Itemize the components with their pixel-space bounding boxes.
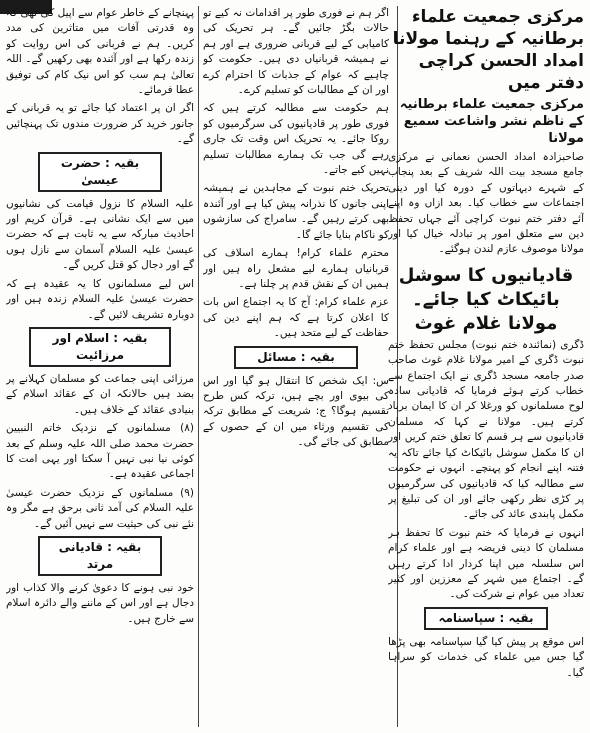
article-paragraph: ہم حکومت سے مطالبہ کرتے ہیں کہ فوری طور پر قادیانیوں کی سرگرمیوں کو روکا جائے۔ یہ تحریک اس وقت تک جاری رہے گی جب تک ہمارے مطالبات تسلیم نہیں کیے جاتے۔ bbox=[203, 102, 389, 177]
article-paragraph: انہوں نے فرمایا کہ ختم نبوت کا تحفظ ہر مسلمان کا دینی فریضہ ہے اور علماء کرام اس سلسلہ میں اپنا کردار ادا کرتے رہیں گے۔ اجتماع میں شہر کے معززین اور کثیر تعداد میں عوام نے شرکت کی۔ bbox=[388, 526, 584, 601]
article-paragraph: پہنچانے کے خاطر عوام سے اپیل کی تھی کہ وہ قدرتی آفات میں متاثرین کی مدد کریں۔ ہم نے قربانی کی اس روایت کو زندہ رکھا ہے اور آئندہ بھی رکھیں گے۔ اللہ تعالیٰ ہم سب کو اس نیک کام کی توفیق عطا فرمائے۔ bbox=[6, 7, 194, 97]
article-paragraph: صاحبزادہ امداد الحسن نعمانی نے مرکزی جامع مسجد بیت اللہ شریف کے بعد پنجاب کے شہرے دیہاتوں کے دورہ کیا اور دینی اجتماعات سے خطاب کیا۔ بعد ازاں وہ اپنے آئے دفتر ختم نبوت کراچی آئے جہاں تحفظ دین سے متعلق امور پر تبادلہ خیال کیا اور مولانا موصوف عازم لندن ہوگئے۔ bbox=[388, 151, 584, 256]
article-paragraph: س: ایک شخص کا انتقال ہو گیا اور اس کی بیوی اور بچے ہیں، ترکہ کس طرح تقسیم ہوگا؟ ج: شریعت کے مطابق ترکہ کی تقسیم ورثاء میں ان کے حصوں کے مطابق کی جائے گی۔ bbox=[203, 374, 389, 449]
continued-box-sipasnama: بقیہ : سپاسنامہ bbox=[424, 607, 548, 630]
middle-column bbox=[203, 6, 389, 729]
article-paragraph: (۹) مسلمانوں کے نزدیک حضرت عیسیٰ علیہ السلام کی آمد ثانی برحق ہے مگر وہ نئے نبی کی حیثیت سے نہیں آئیں گے۔ bbox=[6, 486, 194, 530]
continued-box-islam-mirzaiyat: بقیہ : اسلام اور مرزائیت bbox=[29, 327, 171, 367]
continued-box-qadiani-murtad: بقیہ : قادیانی مرتد bbox=[38, 536, 162, 576]
left-column bbox=[6, 6, 194, 729]
article-paragraph: اس لیے مسلمانوں کا یہ عقیدہ ہے کہ حضرت عیسیٰ علیہ السلام زندہ ہیں اور دوبارہ تشریف لائیں گے۔ bbox=[6, 277, 194, 321]
article-paragraph: تحریک ختم نبوت کے مجاہدین نے ہمیشہ اپنی جانوں کا نذرانہ پیش کیا ہے اور آئندہ بھی کرتے رہیں گے۔ سامراج کی سازشوں کو ناکام بنایا جائے گا۔ bbox=[203, 182, 389, 241]
headline-jamiat: مرکزی جمعیت علماء برطانیہ کے رہنما مولانا امداد الحسن کراچی دفتر میں bbox=[392, 7, 584, 93]
article-paragraph: اگر ان پر اعتماد کیا جائے تو یہ قربانی کے جانور خرید کر ضرورت مندوں تک پہنچائیں گے۔ bbox=[6, 102, 194, 146]
headline-social-boycott: قادیانیوں کا سوشل بائیکاٹ کیا جائے۔ مولانا غلام غوث bbox=[398, 264, 574, 334]
article-paragraph: خود نبی ہونے کا دعویٰ کرنے والا کذاب اور دجال ہے اور اس کے ماننے والے دائرہ اسلام سے خارج ہیں۔ bbox=[6, 581, 194, 625]
article-paragraph: ڈگری (نمائندہ ختم نبوت) مجلس تحفظ ختم نبوت ڈگری کے امیر مولانا غلام غوث صاحب صدر جامعہ مسجد ڈگری نے ایک اجتماع سے خطاب کرتے ہوئے فرمایا کہ قادیانی سادہ لوح مسلمانوں کو ورغلا کر ان کا ایمان برباد کرتے ہیں۔ مولانا نے کہا کہ مسلمان قادیانیوں سے ہر قسم کا تعلق ختم کریں اور ان کا مکمل سوشل بائیکاٹ کیا جائے تاکہ یہ فتنہ اپنے انجام کو پہنچے۔ انہوں نے حکومت سے مطالبہ کیا کہ قادیانیوں کی سرگرمیوں پر کڑی نظر رکھی جائے اور ان کی تبلیغ پر مکمل پابندی عائد کی جائے۔ bbox=[388, 338, 584, 521]
article-paragraph: (۸) مسلمانوں کے نزدیک خاتم النبیین حضرت محمد صلی اللہ علیہ وسلم کے بعد کوئی نیا نبی نہیں آ سکتا اور یہی امت کا اجماعی عقیدہ ہے۔ bbox=[6, 422, 194, 481]
article-paragraph: اگر ہم نے فوری طور پر اقدامات نہ کیے تو حالات بگڑ جائیں گے۔ ہر تحریک کی کامیابی کے لیے قربانی ضروری ہے اور ہم نے ہمیشہ قربانیاں دی ہیں۔ حکومت کو چاہیے کہ عوام کے جذبات کا احترام کرے اور ان کے مطالبات کو تسلیم کرے۔ bbox=[203, 7, 389, 97]
continued-box-masail: بقیہ : مسائل bbox=[234, 346, 358, 369]
article-paragraph: اس موقع پر پیش کیا گیا سپاسنامہ بھی پڑھا گیا جس میں علماء کی خدمات کو سراہا گیا۔ bbox=[388, 635, 584, 679]
article-paragraph: عزم علماء کرام: آج کا یہ اجتماع اس بات کا اعلان کرتا ہے کہ ہم اپنے دین کی حفاظت کے لیے متحد ہیں۔ bbox=[203, 296, 389, 340]
article-paragraph: علیہ السلام کا نزول قیامت کی نشانیوں میں سے ایک نشانی ہے۔ قرآن کریم اور احادیث مبارکہ سے یہ ثابت ہے کہ حضرت عیسیٰ علیہ السلام آسمان سے نازل ہوں گے اور دجال کو قتل کریں گے۔ bbox=[6, 197, 194, 272]
continued-box-hazrat-isa: بقیہ : حضرت عیسیٰ bbox=[38, 152, 162, 192]
right-column bbox=[388, 6, 584, 729]
article-paragraph: مرزائی اپنی جماعت کو مسلمان کہلانے پر بضد ہیں حالانکہ ان کے عقائد اسلام کے بنیادی عقائد کے خلاف ہیں۔ bbox=[6, 372, 194, 416]
subheadline-jamiat: مرکزی جمعیت علماء برطانیہ کے ناظم نشر واشاعت سمیع مولانا bbox=[399, 97, 584, 146]
article-paragraph: محترم علماء کرام! ہمارے اسلاف کی قربانیاں ہمارے لیے مشعل راہ ہیں اور ہمیں ان کے نقش قدم پر چلنا ہے۔ bbox=[203, 247, 389, 290]
column-divider-left bbox=[198, 6, 199, 727]
